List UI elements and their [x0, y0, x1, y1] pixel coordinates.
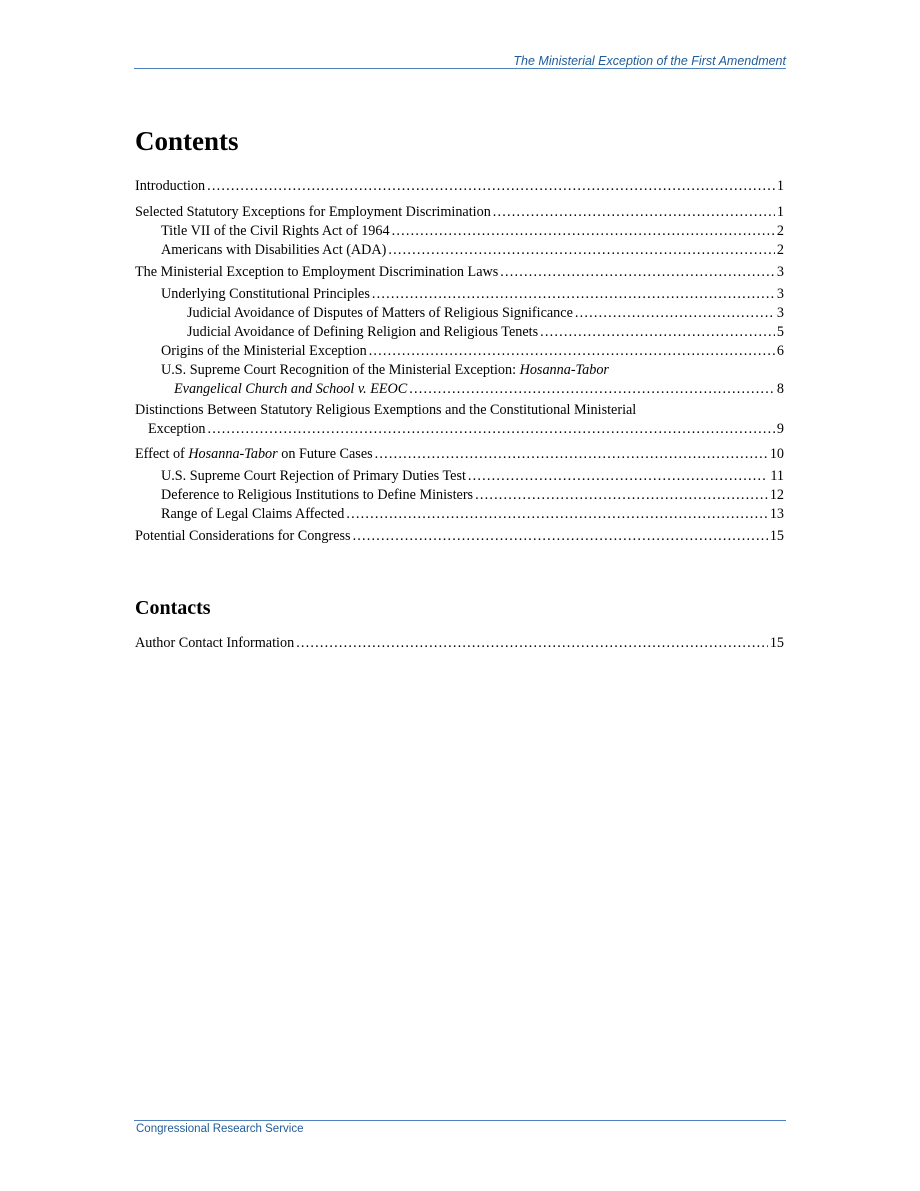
toc-entry-ministerial-exception-laws[interactable] [135, 263, 784, 285]
footer-publisher: Congressional Research Service [136, 1123, 304, 1135]
toc-page-number: 5 [776, 324, 784, 340]
dot-leader [369, 342, 775, 361]
dot-leader [207, 177, 775, 196]
toc-entry-text: Judicial Avoidance of Defining Religion and Religious Tenets [187, 324, 539, 340]
dot-leader [296, 634, 768, 653]
case-name-italic: Hosanna-Tabor [188, 446, 278, 462]
toc-entry-underlying-principles[interactable] [135, 285, 784, 304]
dot-leader [540, 323, 775, 342]
toc-entry-text: U.S. Supreme Court Rejection of Primary Duties Test [161, 468, 466, 484]
case-name-italic: Hosanna-Tabor [519, 362, 609, 378]
toc-entry-range-of-claims[interactable] [135, 505, 784, 527]
toc-page-number: 9 [776, 421, 784, 437]
toc-page-number: 6 [776, 343, 784, 359]
footer-rule [134, 1120, 786, 1121]
dot-leader [500, 263, 775, 282]
toc-entry-selected-statutory-exceptions[interactable] [135, 203, 784, 222]
toc-page-number: 15 [769, 635, 784, 651]
toc-entry-text: Americans with Disabilities Act (ADA) [161, 242, 387, 258]
toc-entry-deference[interactable] [135, 486, 784, 505]
toc-entry-text: Potential Considerations for Congress [135, 528, 351, 544]
toc-entry-text: Origins of the Ministerial Exception [161, 343, 367, 359]
toc-entry-text: Underlying Constitutional Principles [161, 286, 370, 302]
toc-entry-ada[interactable] [135, 241, 784, 263]
dot-leader [468, 467, 768, 486]
toc-page-number: 3 [776, 305, 784, 321]
dot-leader [475, 486, 768, 505]
toc-entry-primary-duties-test[interactable] [135, 467, 784, 486]
contents-title: Contents [135, 126, 239, 156]
toc-entry-supreme-court-recognition[interactable] [135, 361, 784, 401]
toc-entry-text: The Ministerial Exception to Employment Discrimination Laws [135, 264, 499, 280]
dot-leader [375, 445, 768, 464]
toc-entry-title-vii[interactable] [135, 222, 784, 241]
dot-leader [346, 505, 767, 524]
toc-entry-text: Exception [148, 421, 206, 437]
dot-leader [388, 241, 775, 260]
dot-leader [353, 527, 768, 546]
toc-page-number: 12 [769, 487, 784, 503]
toc-page-number: 3 [776, 286, 784, 302]
toc-entry-judicial-avoidance-defining[interactable] [135, 323, 784, 342]
toc-entry-judicial-avoidance-disputes[interactable] [135, 304, 784, 323]
toc-entry-origins[interactable] [135, 342, 784, 361]
toc-entry-text: Deference to Religious Institutions to Define Ministers [161, 487, 474, 503]
dot-leader [575, 304, 775, 323]
dot-leader [208, 420, 775, 439]
toc-entry-potential-considerations[interactable] [135, 527, 784, 546]
toc-entry-text: Judicial Avoidance of Disputes of Matters of Religious Significance [187, 305, 573, 321]
dot-leader [392, 222, 775, 241]
toc-page-number: 11 [770, 468, 784, 484]
toc-page-number: 2 [776, 242, 784, 258]
toc-page-number: 15 [769, 528, 784, 544]
table-of-contents [135, 177, 784, 546]
contacts-title: Contacts [135, 597, 211, 619]
running-header-title: The Ministerial Exception of the First Amendment [513, 54, 786, 68]
toc-entry-text: Selected Statutory Exceptions for Employment Discrimination [135, 204, 491, 220]
toc-entry-introduction[interactable] [135, 177, 784, 203]
toc-page-number: 10 [769, 446, 784, 462]
toc-page-number: 8 [776, 381, 784, 397]
header-rule [134, 68, 786, 69]
toc-entry-author-contact[interactable] [135, 634, 784, 653]
toc-entry-text: Range of Legal Claims Affected [161, 506, 345, 522]
toc-page-number: 1 [776, 178, 784, 194]
toc-page-number: 13 [769, 506, 784, 522]
toc-entry-text: Title VII of the Civil Rights Act of 1964 [161, 223, 390, 239]
toc-page-number: 3 [776, 264, 784, 280]
toc-page-number: 2 [776, 223, 784, 239]
toc-entry-text: Introduction [135, 178, 206, 194]
contacts-list [135, 634, 784, 653]
toc-entry-text: Author Contact Information [135, 635, 295, 651]
toc-entry-text: Distinctions Between Statutory Religious Exemptions and the Constitutional Ministerial [135, 402, 637, 418]
toc-page-number: 1 [776, 204, 784, 220]
toc-entry-effect-of-hosanna-tabor[interactable]: Effect of Hosanna-Tabor on Future Cases ..... 10 [135, 445, 784, 467]
toc-entry-text: U.S. Supreme Court Recognition of the Ministerial Exception: [161, 362, 520, 378]
toc-entry-distinctions[interactable] [135, 401, 784, 445]
dot-leader [372, 285, 775, 304]
dot-leader [409, 380, 775, 399]
dot-leader [493, 203, 775, 222]
case-name-italic: Evangelical Church and School v. EEOC [174, 381, 408, 397]
